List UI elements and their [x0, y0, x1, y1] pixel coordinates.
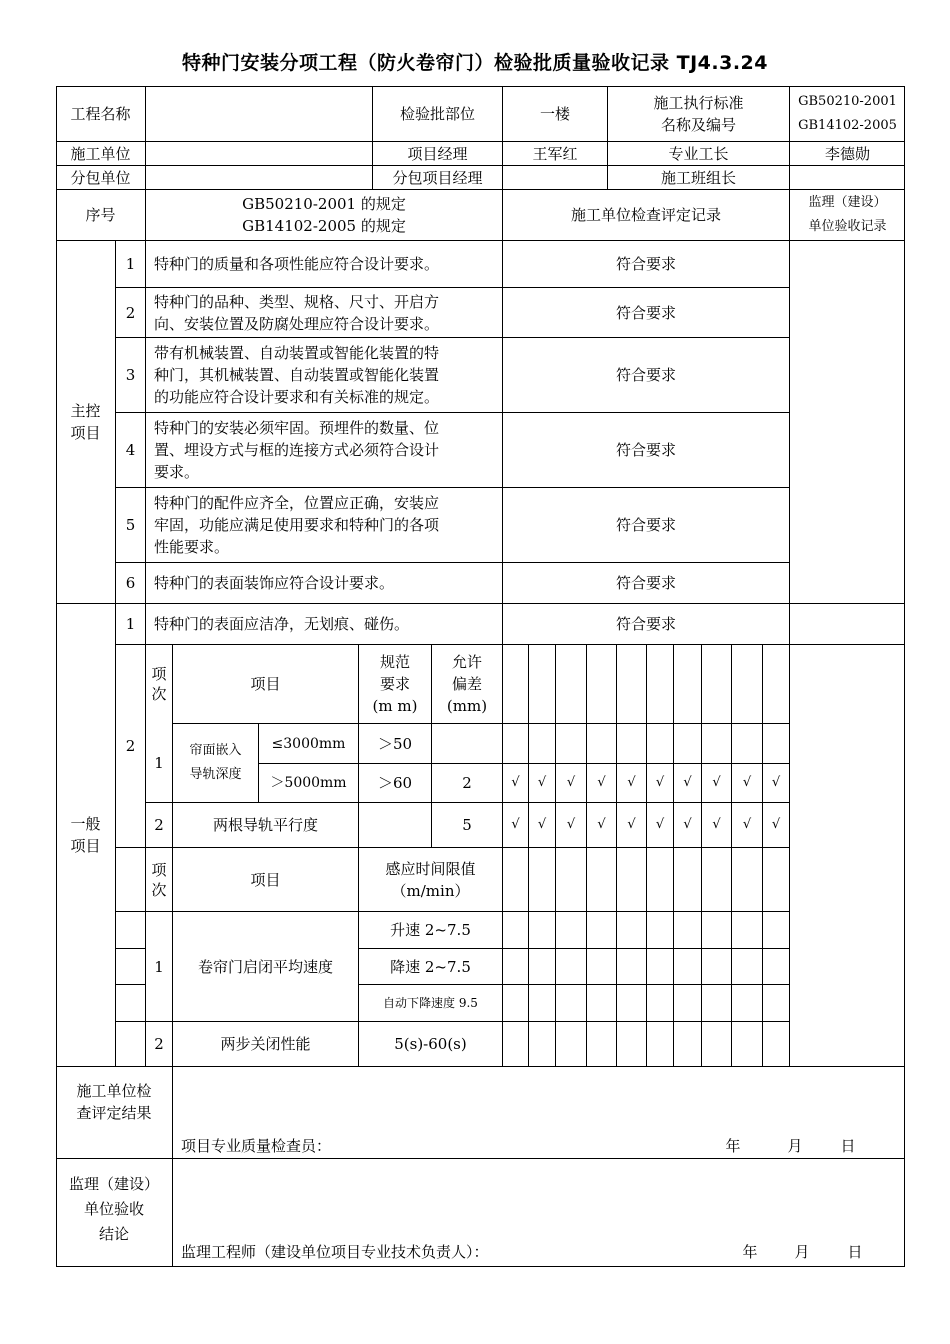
main-item-text: 特种门的质量和各项性能应符合设计要求。	[154, 255, 440, 273]
project-manager-label: 项目经理	[407, 144, 468, 163]
project-name-label: 工程名称	[70, 104, 131, 123]
subcontractor-field[interactable]	[146, 166, 372, 189]
check-mark[interactable]: √	[683, 817, 692, 832]
general-item-result[interactable]: 符合要求	[615, 615, 676, 633]
page-title: 特种门安装分项工程（防火卷帘门）检验批质量验收记录 TJ4.3.24	[182, 52, 768, 74]
auto-down-speed-limit: 自动下降速度 9.5	[383, 996, 478, 1010]
main-item-text: 特种门的配件应齐全，位置应正确，安装应 牢固，功能应满足使用要求和特种门的各项 性能要求。	[154, 494, 440, 556]
engineer-month: 月	[794, 1243, 810, 1261]
curtain-embed-depth-label	[173, 724, 258, 802]
supervision-header	[790, 190, 905, 240]
main-item-no: 6	[125, 574, 136, 592]
standard-label-line-1: 施工执行标准	[653, 93, 744, 112]
check-mark[interactable]: √	[511, 817, 520, 832]
supervision-conclusion-line-1: 监理（建设）	[68, 1175, 159, 1193]
foreman-value[interactable]: 李德勋	[824, 144, 870, 163]
standard-value	[790, 86, 905, 141]
contractor-field[interactable]	[146, 142, 372, 165]
check-mark[interactable]: √	[655, 817, 665, 832]
speed-limit-header-line-1: 感应时间限值	[385, 859, 476, 878]
spec-header	[146, 190, 502, 240]
main-items-label-line-2: 项目	[70, 424, 101, 442]
main-item-result[interactable]: 符合要求	[615, 516, 676, 534]
range-large-label: ＞5000mm	[270, 775, 347, 791]
engineer-day: 日	[847, 1243, 863, 1261]
contractor-result-label	[56, 1080, 172, 1140]
main-item-text: 特种门的表面装饰应符合设计要求。	[154, 574, 395, 592]
deviation-allowed-header-line-2: 偏差	[451, 675, 482, 693]
check-mark[interactable]: √	[742, 775, 752, 790]
main-item-no: 4	[125, 441, 136, 459]
main-item-result[interactable]: 符合要求	[615, 574, 676, 592]
check-mark[interactable]: √	[597, 817, 606, 832]
speed-seq-header-line-1: 项	[151, 860, 167, 879]
supervision-conclusion-line-3: 结论	[98, 1225, 129, 1243]
main-item-result[interactable]: 符合要求	[615, 255, 676, 273]
check-mark[interactable]: √	[771, 817, 781, 832]
check-mark[interactable]: √	[566, 817, 576, 832]
inspector-month: 月	[787, 1137, 803, 1155]
sub-manager-field[interactable]	[503, 166, 607, 189]
main-items-group-label	[56, 241, 115, 603]
main-items-label-line-1: 主控	[70, 402, 101, 420]
main-item-result[interactable]: 符合要求	[615, 366, 676, 384]
project-name-field[interactable]	[146, 86, 372, 141]
general-item-no: 1	[125, 615, 136, 633]
contractor-result-line-2: 查评定结果	[76, 1104, 152, 1122]
deviation-spec-header-line-3: (m m)	[372, 697, 418, 715]
general-items-group-label	[56, 604, 115, 1066]
check-mark[interactable]: √	[627, 817, 636, 832]
main-item-result[interactable]: 符合要求	[615, 441, 676, 459]
main-item-no: 1	[125, 255, 136, 273]
supervision-header-line-1: 监理（建设）	[808, 195, 887, 210]
check-mark[interactable]: √	[566, 775, 576, 790]
team-leader-field[interactable]	[790, 166, 905, 189]
general-item-no: 2	[125, 737, 136, 755]
standard-label	[608, 86, 789, 141]
project-manager-value[interactable]: 王军红	[532, 144, 578, 163]
inspector-day: 日	[840, 1137, 856, 1155]
check-mark[interactable]: √	[742, 817, 752, 832]
check-mark[interactable]: √	[597, 775, 606, 790]
range-large-spec: ＞60	[377, 774, 413, 792]
deviation-allowed-header-line-3: (mm)	[446, 697, 488, 715]
speed-item-header: 项目	[250, 870, 281, 889]
standard-value-line-2: GB14102-2005	[798, 117, 897, 133]
speed-limit-header	[359, 848, 502, 911]
deviation-spec-header-line-1: 规范	[379, 653, 410, 671]
speed-seq-header-line-2: 次	[151, 880, 167, 899]
average-speed-label: 卷帘门启闭平均速度	[197, 957, 333, 976]
check-mark[interactable]: √	[537, 817, 547, 832]
supervision-conclusion-line-2: 单位验收	[83, 1200, 144, 1218]
speed-row-no: 1	[154, 957, 164, 976]
deviation-row-no: 1	[154, 754, 164, 772]
deviation-allowed-header-line-1: 允许	[451, 653, 482, 671]
check-mark[interactable]: √	[712, 817, 721, 832]
two-step-closing-value: 5(s)-60(s)	[394, 1035, 467, 1053]
check-mark[interactable]: √	[655, 775, 665, 790]
inspector-year: 年	[725, 1137, 741, 1155]
foreman-label: 专业工长	[668, 144, 729, 163]
curtain-embed-depth-line-1: 帘面嵌入	[189, 743, 242, 758]
down-speed-limit: 降速 2~7.5	[390, 957, 471, 976]
deviation-allowed-header	[432, 645, 502, 723]
main-item-no: 2	[125, 303, 136, 322]
range-small-label: ≤3000mm	[271, 735, 346, 752]
inspection-part-value[interactable]: 一楼	[539, 104, 570, 123]
main-item-no: 5	[125, 516, 136, 534]
main-item-text: 特种门的安装必须牢固。预埋件的数量、位 置、埋设方式与框的连接方式必须符合设计 要求。	[154, 419, 440, 481]
rail-parallelism-deviation: 5	[462, 816, 472, 834]
general-items-label-line-1: 一般	[70, 815, 101, 833]
main-item-no: 3	[125, 366, 136, 384]
check-mark[interactable]: √	[627, 775, 636, 790]
spec-header-line-2: GB14102-2005 的规定	[242, 217, 406, 235]
contractor-label: 施工单位	[70, 144, 131, 163]
deviation-spec-header-line-2: 要求	[379, 675, 410, 693]
curtain-embed-depth-line-2: 导轨深度	[189, 767, 242, 782]
deviation-seq-header	[146, 645, 172, 723]
general-items-label-line-2: 项目	[70, 837, 101, 855]
supervision-header-line-2: 单位验收记录	[808, 219, 887, 234]
range-large-deviation: 2	[462, 774, 472, 792]
inspection-part-label: 检验批部位	[399, 104, 475, 123]
check-record-header: 施工单位检查评定记录	[570, 206, 721, 224]
deviation-spec-header	[359, 645, 431, 723]
team-leader-label: 施工班组长	[660, 168, 736, 187]
two-step-closing-label: 两步关闭性能	[220, 1035, 311, 1053]
standard-label-line-2: 名称及编号	[660, 115, 736, 134]
inspection-record-table	[56, 86, 905, 1267]
speed-limit-header-line-2: （m/min）	[391, 881, 470, 900]
general-item-text: 特种门的表面应洁净，无划痕、碰伤。	[154, 615, 410, 633]
main-item-result[interactable]: 符合要求	[615, 303, 676, 322]
deviation-seq-header-line-1: 项	[151, 665, 167, 683]
subcontractor-label: 分包单位	[70, 168, 131, 187]
standard-value-line-1: GB50210-2001	[798, 93, 897, 109]
engineer-year: 年	[742, 1243, 758, 1261]
check-mark[interactable]: √	[771, 775, 781, 790]
sub-manager-label: 分包项目经理	[392, 168, 483, 187]
check-mark[interactable]: √	[537, 775, 547, 790]
inspector-signature-label[interactable]: 项目专业质量检查员：	[181, 1137, 332, 1155]
check-mark[interactable]: √	[511, 775, 520, 790]
range-small-spec: ＞50	[377, 734, 413, 753]
main-item-text: 带有机械装置、自动装置或智能化装置的特 种门，其机械装置、自动装置或智能化装置 的功能应符合设计要求和有关标准的规定。	[154, 344, 440, 406]
deviation-seq-header-line-2: 次	[151, 685, 167, 703]
rail-parallelism-label: 两根导轨平行度	[212, 816, 318, 834]
spec-header-line-1: GB50210-2001 的规定	[242, 195, 406, 213]
deviation-row-no: 2	[154, 816, 164, 834]
main-item-text: 特种门的品种、类型、规格、尺寸、开启方 向、安装位置及防腐处理应符合设计要求。	[154, 292, 440, 333]
check-mark[interactable]: √	[712, 775, 721, 790]
seq-header: 序号	[85, 206, 116, 224]
check-mark[interactable]: √	[683, 775, 692, 790]
engineer-signature-label[interactable]: 监理工程师（建设单位项目专业技术负责人）：	[181, 1243, 489, 1261]
deviation-item-header: 项目	[250, 675, 281, 693]
up-speed-limit: 升速 2~7.5	[390, 921, 471, 939]
supervision-conclusion-label	[56, 1172, 172, 1252]
contractor-result-line-1: 施工单位检	[76, 1082, 152, 1100]
speed-row-no: 2	[154, 1035, 164, 1053]
speed-seq-header	[146, 848, 172, 911]
